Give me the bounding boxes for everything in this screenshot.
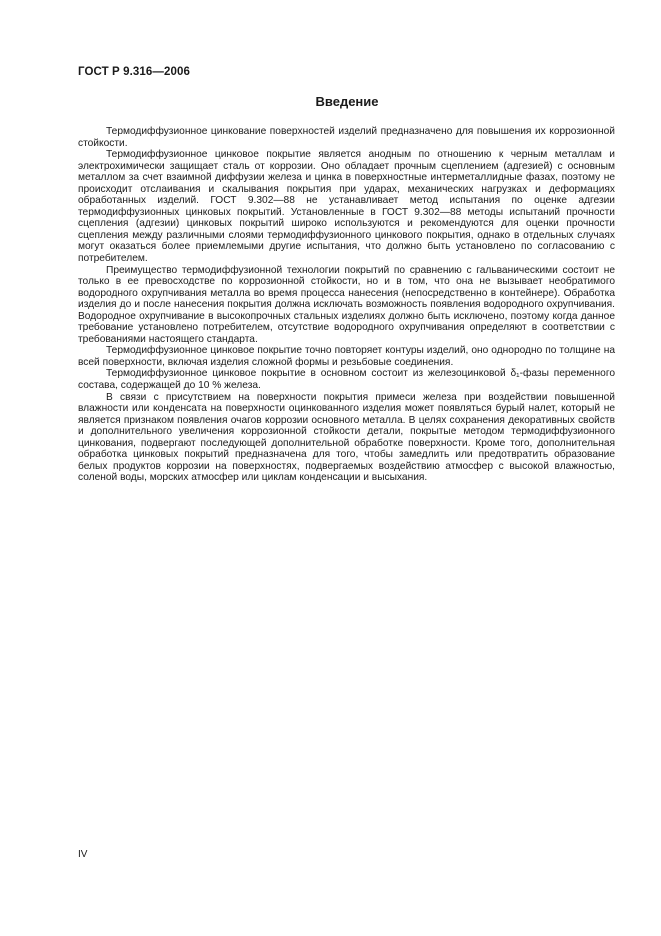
page-number: IV: [78, 849, 88, 860]
document-code-header: ГОСТ Р 9.316—2006: [78, 66, 190, 78]
paragraph-3: Преимущество термодиффузионной технологии покрытий по сравнению с гальваническими состоит не только в ее превосходстве по коррозионной стойкости, но и в том, что она не вызывает необратимого водородного охрупчивания металла во время процесса нанесения (непосредственно в контейнере). Обработка изделия до и после нанесения покрытия должна исключать возможность появления водородного охрупчивания. Водородное охрупчивание в высокопрочных стальных изделиях должно быть исключено, поэтому когда данное требование установлено потребителем, отсутствие водородного охрупчивания определяют в соответствии с требованиями настоящего стандарта.: [78, 264, 615, 345]
document-body: [78, 126, 615, 484]
paragraph-5: Термодиффузионное цинковое покрытие в основном состоит из железоцинковой δ₁-фазы переменного состава, содержащей до 10 % железа.: [78, 368, 615, 392]
paragraph-4: Термодиффузионное цинковое покрытие точно повторяет контуры изделий, оно однородно по толщине на всей поверхности, включая изделия сложной формы и резьбовые соединения.: [78, 345, 615, 368]
section-heading: Введение: [315, 94, 379, 109]
paragraph-2: Термодиффузионное цинковое покрытие является анодным по отношению к черным металлам и электрохимически защищает сталь от коррозии. Оно обладает прочным сцеплением (адгезией) с основным металлом за счет взаимной диффузии железа и цинка в поверхностные интерметаллидные фазах, поэтому не происходит отслаивания и скалывания покрытия при ударах, механических нагрузках и деформациях обработанных изделий. ГОСТ 9.302—88 не устанавливает метод испытания по оценке адгезии термодиффузионных цинковых покрытий. Установленные в ГОСТ 9.302—88 методы испытаний прочности сцепления (адгезии) цинковых покрытий широко используются и рекомендуются для оценки прочности сцепления между различными слоями термодиффузионного цинкового покрытия, однако в отдельных случаях могут оказаться более приемлемыми другие испытания, что должно быть установлено по согласованию с потребителем.: [78, 149, 615, 265]
paragraph-6: В связи с присутствием на поверхности покрытия примеси железа при воздействии повышенной влажности или конденсата на поверхности оцинкованного изделия может появляться бурый налет, который не является признаком появления очагов коррозии основного металла. В целях сохранения декоративных свойств и дополнительного увеличения коррозионной стойкости детали, покрытые методом термодиффузионного цинкования, подвергают последующей дополнительной обработке поверхности. Кроме того, дополнительная обработка цинковых покрытий предназначена для того, чтобы замедлить или предотвратить образование белых продуктов коррозии на поверхностях, подвергаемых воздействию атмосфер с высокой влажностью, соленой воды, морских атмосфер или циклам конденсации и высыхания.: [78, 391, 615, 484]
paragraph-1: Термодиффузионное цинкование поверхностей изделий предназначено для повышения их коррозионной стойкости.: [78, 126, 615, 149]
